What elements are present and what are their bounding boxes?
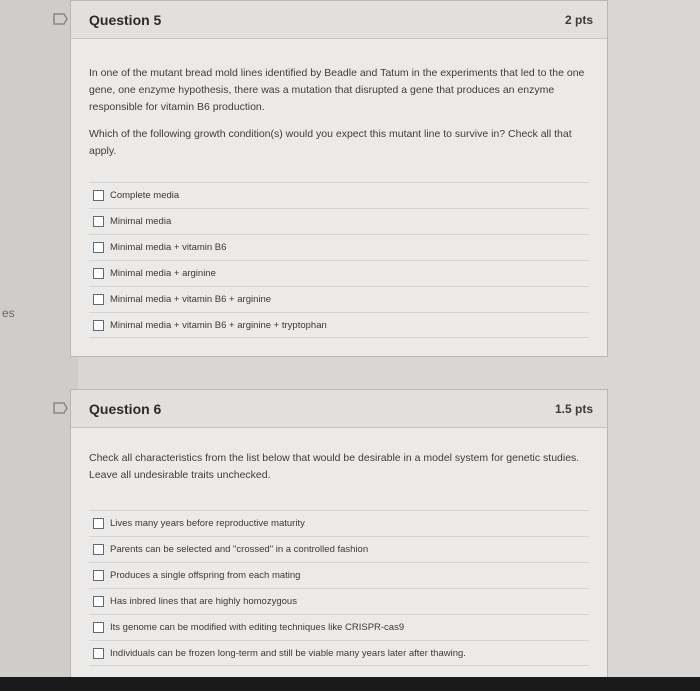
- answer-option[interactable]: [89, 312, 589, 338]
- answer-list: [89, 182, 589, 338]
- checkbox[interactable]: [93, 190, 104, 201]
- question-header: [71, 390, 607, 428]
- checkbox[interactable]: [93, 648, 104, 659]
- answer-option[interactable]: [89, 234, 589, 260]
- checkbox[interactable]: [93, 622, 104, 633]
- checkbox[interactable]: [93, 268, 104, 279]
- answer-label: Minimal media + vitamin B6 + arginine + tryptophan: [110, 319, 327, 331]
- answer-label: Has inbred lines that are highly homozygous: [110, 596, 297, 607]
- question-text: In one of the mutant bread mold lines identified by Beadle and Tatum in the experiments that led to the one gene, one enzyme hypothesis, there was a mutation that disrupted a gene that produces an enzyme responsible for vitamin B6 production.: [89, 67, 585, 113]
- checkbox[interactable]: [93, 242, 104, 253]
- left-gutter: [0, 0, 78, 691]
- question-text: Check all characteristics from the list below that would be desirable in a model system for genetic studies. Leave all undesirable traits unchecked.: [89, 452, 580, 481]
- answer-label: Minimal media: [110, 216, 172, 227]
- question-points: 2 pts: [564, 12, 593, 27]
- answer-label: Individuals can be frozen long-term and still be viable many years later after thawing.: [110, 647, 466, 659]
- answer-option[interactable]: [89, 260, 589, 286]
- checkbox[interactable]: [93, 294, 104, 305]
- answer-option[interactable]: [89, 536, 589, 562]
- checkbox[interactable]: [93, 518, 104, 529]
- answer-label: Produces a single offspring from each mating: [110, 570, 301, 581]
- flag-question-icon[interactable]: [52, 402, 68, 414]
- answer-label: Minimal media + vitamin B6: [110, 242, 227, 253]
- question-header: [71, 1, 607, 39]
- checkbox[interactable]: [93, 544, 104, 555]
- answer-option[interactable]: [89, 640, 589, 666]
- answer-option[interactable]: [89, 614, 589, 640]
- answer-label: Complete media: [110, 190, 180, 201]
- answer-label: Minimal media + vitamin B6 + arginine: [110, 294, 272, 305]
- answer-option[interactable]: [89, 562, 589, 588]
- answer-label: Lives many years before reproductive maturity: [110, 518, 305, 529]
- checkbox[interactable]: [93, 320, 104, 331]
- answer-label: Parents can be selected and "crossed" in a controlled fashion: [110, 544, 369, 555]
- answer-option[interactable]: [89, 588, 589, 614]
- bottom-bezel: [0, 677, 700, 691]
- answer-label: Minimal media + arginine: [110, 268, 216, 279]
- answer-option[interactable]: [89, 182, 589, 208]
- checkbox[interactable]: [93, 596, 104, 607]
- answer-option[interactable]: [89, 510, 589, 536]
- question-title: Question 6: [89, 400, 162, 417]
- question-5-card: [70, 0, 608, 357]
- answer-list: [89, 510, 589, 666]
- question-prompt: Which of the following growth condition(s) would you expect this mutant line to survive in? Check all that apply.: [89, 128, 572, 157]
- answer-label: Its genome can be modified with editing techniques like CRISPR-cas9: [110, 622, 405, 633]
- question-6-card: [70, 389, 608, 691]
- checkbox[interactable]: [93, 570, 104, 581]
- question-points: 1.5 pts: [554, 401, 593, 416]
- checkbox[interactable]: [93, 216, 104, 227]
- answer-option[interactable]: [89, 208, 589, 234]
- flag-question-icon[interactable]: [52, 13, 68, 25]
- question-title: Question 5: [89, 11, 162, 28]
- left-fragment-text: es: [2, 306, 15, 320]
- answer-option[interactable]: [89, 286, 589, 312]
